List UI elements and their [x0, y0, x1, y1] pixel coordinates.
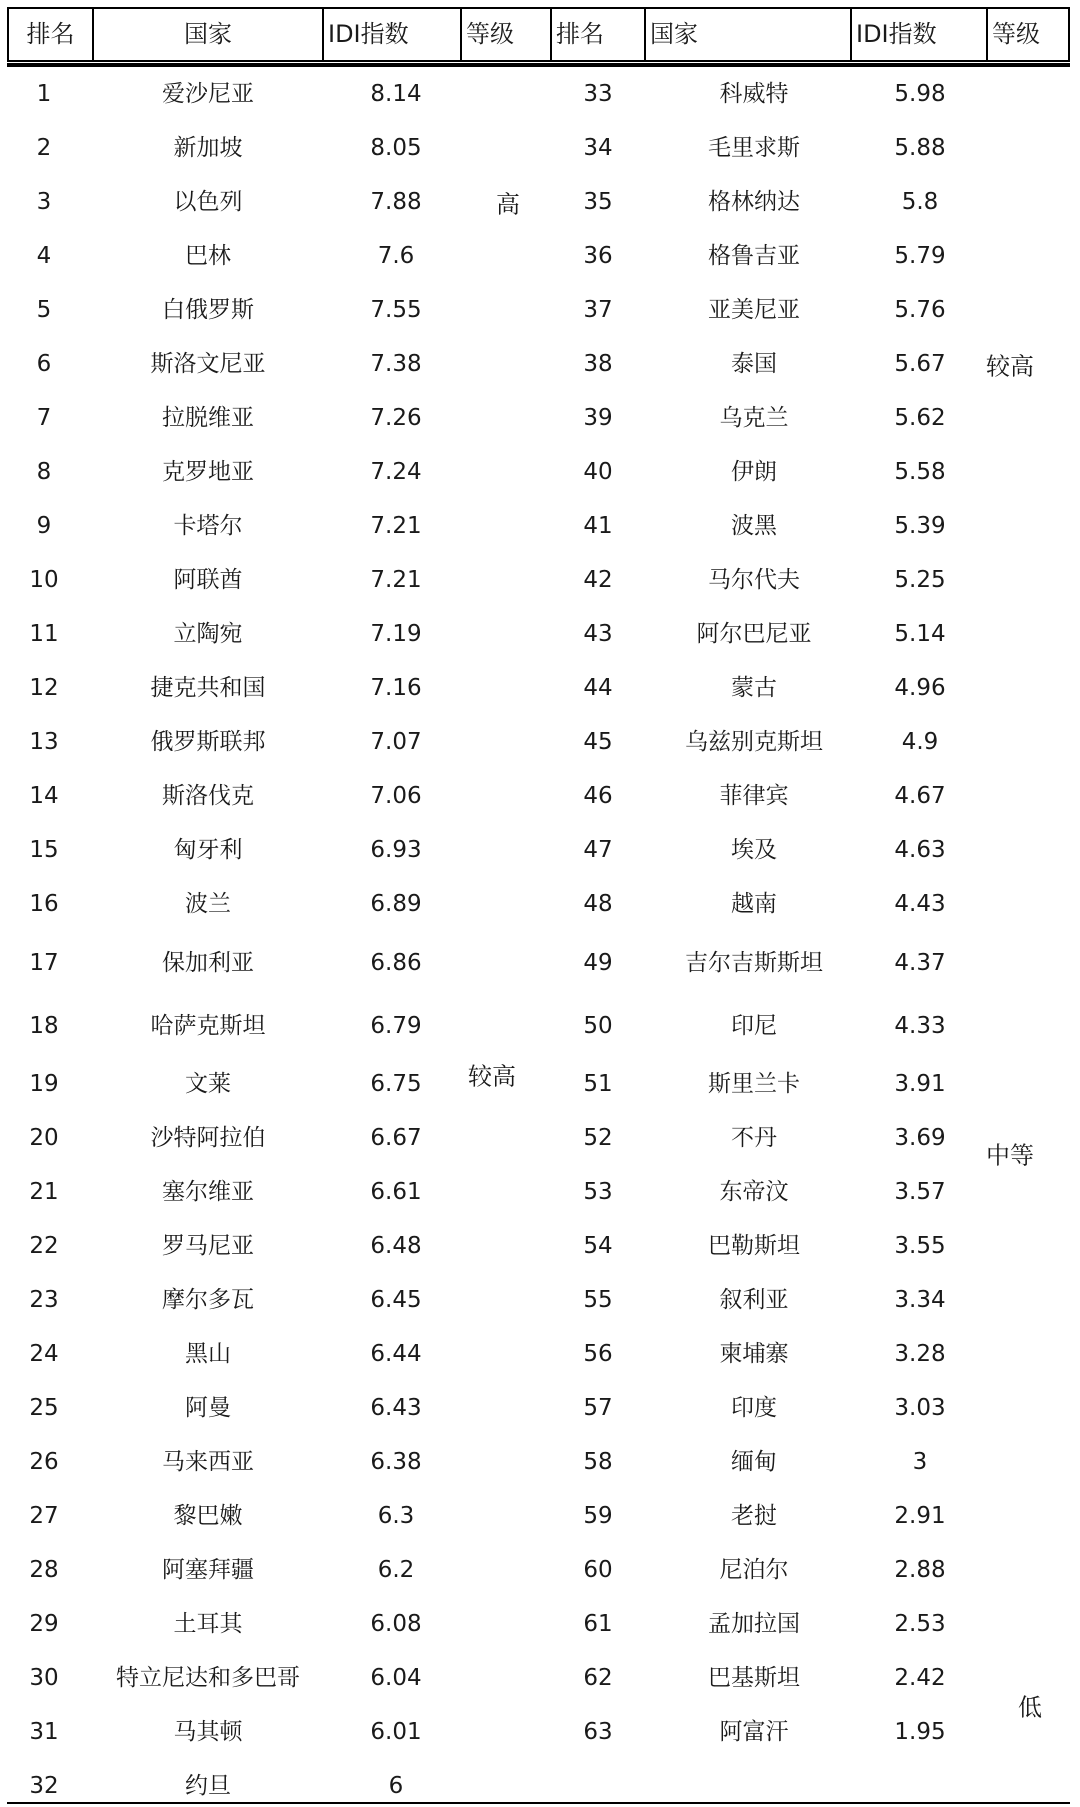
left-rank-cell: 18 [29, 1013, 59, 1039]
left-country-cell: 俄罗斯联邦 [150, 729, 266, 755]
column-header: IDI指数 [328, 20, 409, 48]
right-idi-cell: 3.91 [894, 1071, 946, 1097]
right-country-cell: 吉尔吉斯斯坦 [685, 950, 823, 976]
left-country-cell: 以色列 [173, 189, 243, 215]
left-country-cell: 克罗地亚 [162, 459, 254, 485]
right-idi-cell: 5.88 [894, 135, 946, 161]
left-idi-cell: 7.06 [370, 783, 422, 809]
left-idi-cell: 7.38 [370, 351, 422, 377]
left-idi-cell: 6.67 [370, 1125, 422, 1151]
right-country-cell: 缅甸 [731, 1449, 777, 1475]
left-country-cell: 约旦 [185, 1773, 231, 1799]
left-idi-cell: 7.24 [370, 459, 422, 485]
right-rank-cell: 44 [583, 675, 613, 701]
left-rank-cell: 14 [29, 783, 59, 809]
left-idi-cell: 7.26 [370, 405, 422, 431]
right-country-cell: 孟加拉国 [708, 1611, 800, 1637]
right-idi-cell: 3.69 [894, 1125, 946, 1151]
column-header: 国家 [650, 20, 698, 48]
right-idi-cell: 3.55 [894, 1233, 946, 1259]
left-rank-cell: 8 [36, 459, 52, 485]
grade-label: 较高 [468, 1062, 516, 1091]
right-rank-cell: 43 [583, 621, 613, 647]
right-idi-cell: 3.28 [894, 1341, 946, 1367]
left-rank-cell: 22 [29, 1233, 59, 1259]
left-rank-cell: 1 [36, 81, 52, 107]
right-country-cell: 东帝汶 [719, 1179, 789, 1205]
left-country-cell: 马来西亚 [162, 1449, 254, 1475]
column-header: IDI指数 [856, 20, 937, 48]
left-idi-cell: 6 [388, 1773, 404, 1799]
left-country-cell: 捷克共和国 [150, 675, 266, 701]
left-country-cell: 立陶宛 [173, 621, 243, 647]
right-idi-cell: 4.9 [901, 729, 939, 755]
right-idi-cell: 5.76 [894, 297, 946, 323]
left-idi-cell: 6.44 [370, 1341, 422, 1367]
right-country-cell: 亚美尼亚 [708, 297, 800, 323]
column-header: 等级 [466, 20, 514, 48]
left-rank-cell: 26 [29, 1449, 59, 1475]
right-country-cell: 格鲁吉亚 [708, 243, 800, 269]
left-idi-cell: 7.88 [370, 189, 422, 215]
left-idi-cell: 6.3 [377, 1503, 415, 1529]
left-country-cell: 白俄罗斯 [162, 297, 254, 323]
right-rank-cell: 61 [583, 1611, 613, 1637]
right-idi-cell: 5.8 [901, 189, 939, 215]
right-rank-cell: 48 [583, 891, 613, 917]
grade-label: 中等 [986, 1141, 1034, 1170]
right-idi-cell: 5.62 [894, 405, 946, 431]
right-idi-cell: 1.95 [894, 1719, 946, 1745]
left-rank-cell: 10 [29, 567, 59, 593]
left-idi-cell: 6.38 [370, 1449, 422, 1475]
left-country-cell: 阿曼 [185, 1395, 231, 1421]
right-country-cell: 印度 [731, 1395, 777, 1421]
right-rank-cell: 39 [583, 405, 613, 431]
right-idi-cell: 4.63 [894, 837, 946, 863]
left-country-cell: 沙特阿拉伯 [150, 1125, 266, 1151]
left-rank-cell: 20 [29, 1125, 59, 1151]
left-country-cell: 罗马尼亚 [162, 1233, 254, 1259]
right-country-cell: 波黑 [731, 513, 777, 539]
left-rank-cell: 17 [29, 950, 59, 976]
left-country-cell: 特立尼达和多巴哥 [116, 1665, 300, 1691]
left-country-cell: 匈牙利 [173, 837, 243, 863]
right-rank-cell: 57 [583, 1395, 613, 1421]
left-country-cell: 黑山 [185, 1341, 231, 1367]
left-country-cell: 保加利亚 [162, 950, 254, 976]
right-rank-cell: 45 [583, 729, 613, 755]
left-country-cell: 哈萨克斯坦 [150, 1013, 266, 1039]
left-country-cell: 巴林 [185, 243, 231, 269]
right-idi-cell: 2.88 [894, 1557, 946, 1583]
right-country-cell: 尼泊尔 [719, 1557, 789, 1583]
left-idi-cell: 6.61 [370, 1179, 422, 1205]
right-country-cell: 斯里兰卡 [708, 1071, 800, 1097]
right-idi-cell: 3 [912, 1449, 928, 1475]
left-country-cell: 马其顿 [173, 1719, 243, 1745]
right-rank-cell: 37 [583, 297, 613, 323]
right-rank-cell: 36 [583, 243, 613, 269]
grade-label: 低 [1018, 1693, 1042, 1722]
right-rank-cell: 50 [583, 1013, 613, 1039]
right-rank-cell: 47 [583, 837, 613, 863]
right-idi-cell: 4.33 [894, 1013, 946, 1039]
right-country-cell: 乌克兰 [719, 405, 789, 431]
left-country-cell: 阿联酋 [173, 567, 243, 593]
left-idi-cell: 8.05 [370, 135, 422, 161]
left-country-cell: 拉脱维亚 [162, 405, 254, 431]
left-idi-cell: 6.75 [370, 1071, 422, 1097]
left-rank-cell: 28 [29, 1557, 59, 1583]
right-rank-cell: 55 [583, 1287, 613, 1313]
left-rank-cell: 7 [36, 405, 52, 431]
right-rank-cell: 52 [583, 1125, 613, 1151]
right-rank-cell: 34 [583, 135, 613, 161]
left-country-cell: 塞尔维亚 [162, 1179, 254, 1205]
right-idi-cell: 5.79 [894, 243, 946, 269]
left-rank-cell: 3 [36, 189, 52, 215]
left-idi-cell: 6.86 [370, 950, 422, 976]
left-country-cell: 文莱 [185, 1071, 231, 1097]
left-idi-cell: 6.04 [370, 1665, 422, 1691]
left-idi-cell: 6.48 [370, 1233, 422, 1259]
left-rank-cell: 13 [29, 729, 59, 755]
right-rank-cell: 35 [583, 189, 613, 215]
right-rank-cell: 63 [583, 1719, 613, 1745]
right-rank-cell: 33 [583, 81, 613, 107]
right-country-cell: 阿尔巴尼亚 [696, 621, 812, 647]
left-rank-cell: 11 [29, 621, 59, 647]
right-rank-cell: 49 [583, 950, 613, 976]
left-rank-cell: 27 [29, 1503, 59, 1529]
left-country-cell: 斯洛文尼亚 [150, 351, 266, 377]
column-header: 国家 [184, 20, 232, 48]
left-idi-cell: 7.21 [370, 513, 422, 539]
left-rank-cell: 4 [36, 243, 52, 269]
right-idi-cell: 5.14 [894, 621, 946, 647]
left-rank-cell: 5 [36, 297, 52, 323]
right-rank-cell: 58 [583, 1449, 613, 1475]
right-country-cell: 不丹 [731, 1125, 777, 1151]
left-country-cell: 爱沙尼亚 [162, 81, 254, 107]
left-rank-cell: 16 [29, 891, 59, 917]
left-country-cell: 摩尔多瓦 [162, 1287, 254, 1313]
right-idi-cell: 2.42 [894, 1665, 946, 1691]
right-rank-cell: 51 [583, 1071, 613, 1097]
right-idi-cell: 3.03 [894, 1395, 946, 1421]
right-idi-cell: 4.67 [894, 783, 946, 809]
left-rank-cell: 21 [29, 1179, 59, 1205]
right-rank-cell: 56 [583, 1341, 613, 1367]
right-rank-cell: 41 [583, 513, 613, 539]
left-country-cell: 卡塔尔 [173, 513, 243, 539]
right-country-cell: 柬埔寨 [719, 1341, 789, 1367]
right-country-cell: 毛里求斯 [708, 135, 800, 161]
left-rank-cell: 6 [36, 351, 52, 377]
right-idi-cell: 5.58 [894, 459, 946, 485]
right-rank-cell: 59 [583, 1503, 613, 1529]
right-rank-cell: 54 [583, 1233, 613, 1259]
right-country-cell: 蒙古 [731, 675, 777, 701]
right-country-cell: 泰国 [731, 351, 777, 377]
left-idi-cell: 6.43 [370, 1395, 422, 1421]
grade-label: 高 [496, 190, 520, 219]
grade-label: 较高 [986, 352, 1034, 381]
header-bottom-rule [7, 63, 1070, 67]
left-country-cell: 土耳其 [173, 1611, 243, 1637]
right-rank-cell: 38 [583, 351, 613, 377]
table-bottom-rule [7, 1802, 1070, 1804]
right-idi-cell: 4.96 [894, 675, 946, 701]
right-country-cell: 阿富汗 [719, 1719, 789, 1745]
left-country-cell: 黎巴嫩 [173, 1503, 243, 1529]
column-header: 等级 [992, 20, 1040, 48]
left-idi-cell: 7.6 [377, 243, 415, 269]
left-idi-cell: 8.14 [370, 81, 422, 107]
right-country-cell: 巴基斯坦 [708, 1665, 800, 1691]
left-rank-cell: 30 [29, 1665, 59, 1691]
right-rank-cell: 62 [583, 1665, 613, 1691]
left-idi-cell: 7.07 [370, 729, 422, 755]
left-idi-cell: 7.19 [370, 621, 422, 647]
right-rank-cell: 40 [583, 459, 613, 485]
right-rank-cell: 42 [583, 567, 613, 593]
right-country-cell: 老挝 [731, 1503, 777, 1529]
right-idi-cell: 5.98 [894, 81, 946, 107]
left-country-cell: 波兰 [185, 891, 231, 917]
left-country-cell: 斯洛伐克 [162, 783, 254, 809]
right-idi-cell: 2.91 [894, 1503, 946, 1529]
right-country-cell: 菲律宾 [719, 783, 789, 809]
left-idi-cell: 6.01 [370, 1719, 422, 1745]
right-country-cell: 伊朗 [731, 459, 777, 485]
left-rank-cell: 31 [29, 1719, 59, 1745]
right-country-cell: 巴勒斯坦 [708, 1233, 800, 1259]
right-country-cell: 越南 [731, 891, 777, 917]
right-country-cell: 埃及 [731, 837, 777, 863]
left-rank-cell: 32 [29, 1773, 59, 1799]
left-rank-cell: 12 [29, 675, 59, 701]
left-rank-cell: 23 [29, 1287, 59, 1313]
left-rank-cell: 24 [29, 1341, 59, 1367]
right-country-cell: 马尔代夫 [708, 567, 800, 593]
left-idi-cell: 6.89 [370, 891, 422, 917]
left-idi-cell: 6.93 [370, 837, 422, 863]
left-country-cell: 阿塞拜疆 [162, 1557, 254, 1583]
column-header: 排名 [556, 20, 604, 48]
right-idi-cell: 3.57 [894, 1179, 946, 1205]
left-idi-cell: 6.45 [370, 1287, 422, 1313]
right-rank-cell: 60 [583, 1557, 613, 1583]
right-rank-cell: 46 [583, 783, 613, 809]
right-idi-cell: 5.39 [894, 513, 946, 539]
left-idi-cell: 6.79 [370, 1013, 422, 1039]
right-rank-cell: 53 [583, 1179, 613, 1205]
right-idi-cell: 5.67 [894, 351, 946, 377]
left-idi-cell: 6.08 [370, 1611, 422, 1637]
right-country-cell: 乌兹别克斯坦 [685, 729, 823, 755]
right-country-cell: 印尼 [731, 1013, 777, 1039]
left-rank-cell: 2 [36, 135, 52, 161]
right-idi-cell: 4.37 [894, 950, 946, 976]
left-idi-cell: 7.21 [370, 567, 422, 593]
left-country-cell: 新加坡 [173, 135, 243, 161]
right-idi-cell: 4.43 [894, 891, 946, 917]
right-idi-cell: 2.53 [894, 1611, 946, 1637]
column-header: 排名 [26, 20, 75, 48]
left-rank-cell: 9 [36, 513, 52, 539]
left-idi-cell: 6.2 [377, 1557, 415, 1583]
left-rank-cell: 25 [29, 1395, 59, 1421]
left-rank-cell: 15 [29, 837, 59, 863]
left-rank-cell: 29 [29, 1611, 59, 1637]
right-idi-cell: 3.34 [894, 1287, 946, 1313]
right-idi-cell: 5.25 [894, 567, 946, 593]
right-country-cell: 格林纳达 [708, 189, 800, 215]
left-idi-cell: 7.16 [370, 675, 422, 701]
right-country-cell: 叙利亚 [719, 1287, 789, 1313]
left-idi-cell: 7.55 [370, 297, 422, 323]
left-rank-cell: 19 [29, 1071, 59, 1097]
right-country-cell: 科威特 [719, 81, 789, 107]
